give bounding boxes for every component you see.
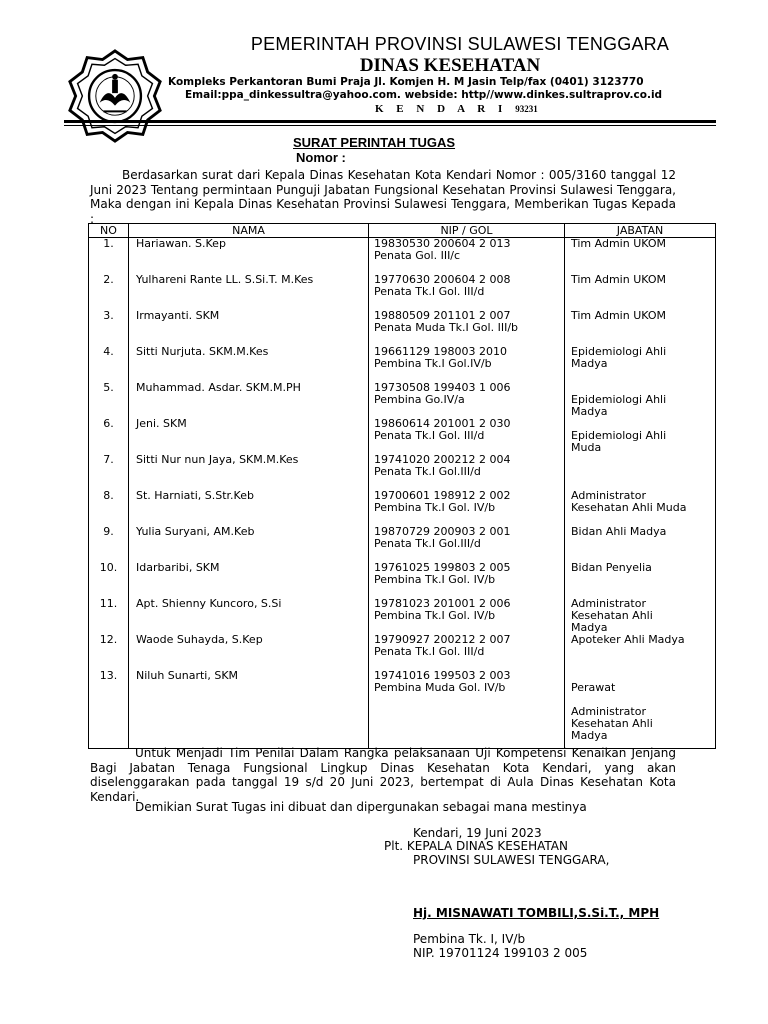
cell-position [565,634,716,670]
table-row [89,418,716,454]
table-row [89,454,716,490]
position-line: Madya [571,405,608,418]
cell-name: St. Harniati, S.Str.Keb [129,490,369,526]
table-row [89,562,716,598]
cell-no: 11. [89,598,129,634]
cell-name: Hariawan. S.Kep [129,238,369,275]
nip-value: 19880509 201101 2 007 [374,309,511,322]
cell-nip-gol [369,526,565,562]
position-line: Administrator [571,705,646,718]
table-row [89,238,716,275]
nip-value: 19661129 198003 2010 [374,345,507,358]
letterhead-divider [64,120,716,123]
gol-value: Pembina Muda Gol. IV/b [374,681,506,694]
closing-paragraph: Untuk Menjadi Tim Penilai Dalam Rangka pelaksanaan Uji Kompetensi Kenaikan Jenjang Bagi Jabatan Tenaga Fungsional Lingkup Dinas Kesehatan Kota Kendari, yang akan diselenggarakan pada tanggal 19 s/d 20 Juni 2023, bertempat di Aula Dinas Kesehatan Kota Kendari. [90,746,676,804]
cell-position [565,238,716,275]
position-line: Madya [571,621,608,634]
assignment-table [88,223,716,749]
cell-position [565,670,716,749]
signature-role: Plt. KEPALA DINAS KESEHATAN [384,839,568,853]
table-row [89,310,716,346]
nip-value: 19741020 200212 2 004 [374,453,511,466]
cell-name: Sitti Nur nun Jaya, SKM.M.Kes [129,454,369,490]
position-line: Epidemiologi Ahli [571,429,667,442]
gol-value: Penata Tk.I Gol.III/d [374,537,481,550]
nip-value: 19870729 200903 2 001 [374,525,511,538]
cell-name: Sitti Nurjuta. SKM.M.Kes [129,346,369,382]
cell-nip-gol [369,274,565,310]
cell-position [565,490,716,526]
cell-name: Yulia Suryani, AM.Keb [129,526,369,562]
gol-value: Penata Muda Tk.I Gol. III/b [374,321,519,334]
cell-nip-gol [369,562,565,598]
table-row [89,382,716,418]
cell-no: 8. [89,490,129,526]
document-number: Nomor : [296,150,346,165]
position-line: Administrator [571,597,646,610]
cell-name: Jeni. SKM [129,418,369,454]
cell-nip-gol [369,382,565,418]
cell-nip-gol [369,238,565,275]
position-line: Tim Admin UKOM [571,237,667,250]
signatory-nip: NIP. 19701124 199103 2 005 [413,946,588,960]
position-line: Kesehatan Ahli [571,717,653,730]
cell-nip-gol [369,454,565,490]
nip-value: 19770630 200604 2 008 [374,273,511,286]
gol-value: Pembina Go.IV/a [374,393,465,406]
gol-value: Pembina Tk.I Gol. IV/b [374,609,496,622]
position-line: Kesehatan Ahli Muda [571,501,687,514]
cell-name: Niluh Sunarti, SKM [129,670,369,749]
cell-no: 12. [89,634,129,670]
header-no: NO [89,224,129,238]
position-line: Epidemiologi Ahli [571,345,667,358]
cell-no: 1. [89,238,129,275]
nip-value: 19790927 200212 2 007 [374,633,511,646]
cell-no: 6. [89,418,129,454]
gol-value: Pembina Tk.I Gol.IV/b [374,357,492,370]
cell-nip-gol [369,670,565,749]
cell-no: 5. [89,382,129,418]
cell-no: 7. [89,454,129,490]
cell-name: Muhammad. Asdar. SKM.M.PH [129,382,369,418]
postal-code: 93231 [515,104,538,114]
gol-value: Pembina Tk.I Gol. IV/b [374,501,496,514]
nip-value: 19741016 199503 2 003 [374,669,511,682]
department-title: DINAS KESEHATAN [359,55,541,76]
position-line: Bidan Ahli Madya [571,525,667,538]
nip-value: 19781023 201001 2 006 [374,597,511,610]
cell-position [565,274,716,310]
table-row [89,634,716,670]
cell-name: Waode Suhayda, S.Kep [129,634,369,670]
cell-no: 4. [89,346,129,382]
cell-no: 2. [89,274,129,310]
cell-position [565,562,716,598]
position-line: Muda [571,441,602,454]
table-body [89,238,716,749]
table-row [89,526,716,562]
cell-nip-gol [369,310,565,346]
header-position: JABATAN [565,224,716,238]
cell-nip-gol [369,598,565,634]
cell-position [565,526,716,562]
signature-province: PROVINSI SULAWESI TENGGARA, [413,853,610,867]
cell-no: 13. [89,670,129,749]
position-line: Madya [571,357,608,370]
gol-value: Penata Tk.I Gol.III/d [374,465,481,478]
nip-value: 19860614 201001 2 030 [374,417,511,430]
office-contact: Email:ppa_dinkessultra@yahoo.com. webside: http//www.dinkes.sultraprov.co.id [185,89,663,101]
cell-position [565,310,716,346]
intro-paragraph: Berdasarkan surat dari Kepala Dinas Kesehatan Kota Kendari Nomor : 005/3160 tanggal 12 Juni 2023 Tentang permintaan Punguji Jabatan Fungsional Kesehatan Provinsi Sulawesi Tenggara, Maka dengan ini Kepala Dinas Kesehatan Provinsi Sulawesi Tenggara, Memberikan Tugas Kepada : [90,168,676,226]
provincial-emblem-icon [66,48,164,144]
closing-statement: Demikian Surat Tugas ini dibuat dan dipergunakan sebagai mana mestinya [135,800,587,814]
position-line: Apoteker Ahli Madya [571,633,685,646]
nip-value: 19830530 200604 2 013 [374,237,511,250]
cell-nip-gol [369,490,565,526]
cell-nip-gol [369,418,565,454]
cell-nip-gol [369,346,565,382]
cell-no: 9. [89,526,129,562]
gol-value: Pembina Tk.I Gol. IV/b [374,573,496,586]
letterhead-divider-thin [64,125,716,126]
cell-position [565,418,716,454]
cell-no: 3. [89,310,129,346]
signatory-rank: Pembina Tk. I, IV/b [413,932,526,946]
nip-value: 19700601 198912 2 002 [374,489,511,502]
office-address: Kompleks Perkantoran Bumi Praja Jl. Komjen H. M Jasin Telp/fax (0401) 3123770 [168,76,644,88]
signature-date: Kendari, 19 Juni 2023 [413,826,542,840]
cell-name: Apt. Shienny Kuncoro, S.Si [129,598,369,634]
position-line: Madya [571,729,608,742]
header-name: NAMA [129,224,369,238]
table-row [89,346,716,382]
government-title: PEMERINTAH PROVINSI SULAWESI TENGGARA [250,34,670,54]
table-row [89,598,716,634]
cell-no: 10. [89,562,129,598]
position-line: Tim Admin UKOM [571,273,667,286]
cell-position [565,598,716,634]
position-line: Bidan Penyelia [571,561,652,574]
cell-position [565,346,716,382]
gol-value: Penata Tk.I Gol. III/d [374,285,485,298]
table-header-row [89,224,716,238]
table-row [89,274,716,310]
nip-value: 19730508 199403 1 006 [374,381,511,394]
position-line: Administrator [571,489,646,502]
gol-value: Penata Tk.I Gol. III/d [374,645,485,658]
header-nip: NIP / GOL [369,224,565,238]
document-title: SURAT PERINTAH TUGAS [293,135,456,150]
table-row [89,670,716,749]
position-line: Epidemiologi Ahli [571,393,667,406]
position-line: Tim Admin UKOM [571,309,667,322]
office-city [375,103,538,115]
nip-value: 19761025 199803 2 005 [374,561,511,574]
gol-value: Penata Gol. III/c [374,249,461,262]
cell-position [565,454,716,490]
cell-nip-gol [369,634,565,670]
position-line: Kesehatan Ahli [571,609,653,622]
table-row [89,490,716,526]
position-line: Perawat [571,681,616,694]
city-name: K E N D A R I [375,103,508,115]
gol-value: Penata Tk.I Gol. III/d [374,429,485,442]
cell-name: Irmayanti. SKM [129,310,369,346]
cell-position [565,382,716,418]
cell-name: Yulhareni Rante LL. S.Si.T. M.Kes [129,274,369,310]
cell-name: Idarbaribi, SKM [129,562,369,598]
signatory-name: Hj. MISNAWATI TOMBILI,S.Si.T., MPH [413,906,660,920]
